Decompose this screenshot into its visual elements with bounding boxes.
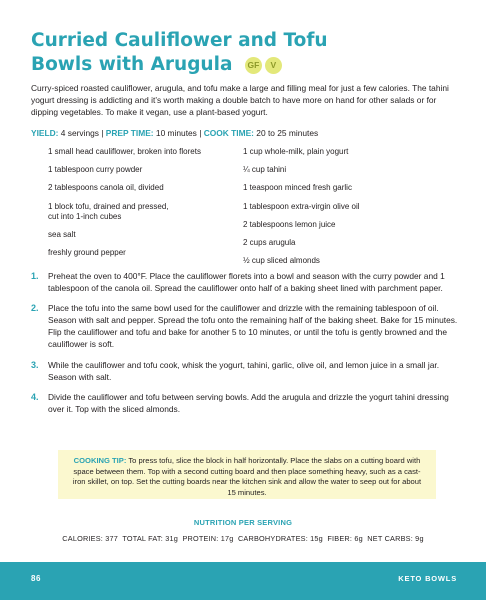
step-text: Divide the cauliflower and tofu between serving bowls. Add the arugula and drizzle the yogurt tahini dressing over it. Top with the sliced almonds. xyxy=(48,391,449,414)
step-text: While the cauliflower and tofu cook, whisk the yogurt, tahini, garlic, olive oil, and lemon juice in a small jar. Season with salt. xyxy=(48,359,440,382)
cook-time-label: COOK TIME: xyxy=(203,128,254,138)
nutrition-facts: CALORIES: 377 TOTAL FAT: 31g PROTEIN: 17g CARBOHYDRATES: 15g FIBER: 6g NET CARBS: 9g xyxy=(62,534,424,543)
ingredient-item: 1 teaspoon minced fresh garlic xyxy=(243,183,352,193)
ingredient-item: 1 tablespoon extra-virgin olive oil xyxy=(243,201,360,211)
instruction-step xyxy=(31,302,463,350)
instruction-step xyxy=(31,359,463,383)
step-text: Preheat the oven to 400°F. Place the cauliflower florets into a bowl and season with the curry powder and 1 tablespoon of the canola oil. Spread the cauliflower onto half of a baking sheet lined with parchment paper. xyxy=(48,271,445,293)
yield-label: YIELD: xyxy=(31,128,59,138)
recipe-meta xyxy=(31,128,463,139)
gluten-free-badge: GF xyxy=(245,57,262,74)
title-line-2: Bowls with Arugula xyxy=(31,54,233,75)
page-number: 86 xyxy=(31,574,41,583)
title-line-1: Curried Cauliflower and Tofu xyxy=(31,30,328,51)
step-number: 4. xyxy=(31,391,39,402)
instruction-step xyxy=(31,270,463,294)
page-footer xyxy=(0,562,486,600)
meta-separator: | xyxy=(199,128,202,138)
cooking-tip-label: COOKING TIP: xyxy=(73,456,127,465)
ingredient-item: 2 tablespoons canola oil, divided xyxy=(48,183,164,193)
instructions-list xyxy=(31,270,463,423)
book-title: KETO BOWLS xyxy=(398,574,457,583)
ingredients-right-column xyxy=(243,147,448,274)
meta-separator: | xyxy=(101,128,104,138)
vegetarian-badge: V xyxy=(265,57,282,74)
recipe-intro: Curry-spiced roasted cauliflower, arugula, and tofu make a large and filling meal for just a few calories. The tahini yogurt dressing is addicting and it’s worth making a double batch to have more on hand for other salads or for dipping vegetables. To make it vegan, use a plant-based yogurt. xyxy=(31,83,449,118)
step-text: Place the tofu into the same bowl used for the cauliflower and drizzle with the remaining tablespoon of oil. Season with salt and pepper. Spread the tofu onto the remaining half of the baking sheet. Bake for 15 minutes. Flip the cauliflower and tofu and bake for another 5 to 10 minutes, or until the tofu is gently browned and the cauliflower is soft. xyxy=(48,303,458,350)
nutrition-title: NUTRITION PER SERVING xyxy=(193,518,293,527)
recipe-title xyxy=(31,30,451,76)
cooking-tip-box xyxy=(58,450,436,499)
step-number: 1. xyxy=(31,271,39,281)
ingredient-item: cut into 1-inch cubes xyxy=(48,212,122,222)
prep-time-value: 10 minutes xyxy=(155,128,197,138)
step-number: 2. xyxy=(31,303,39,314)
diet-badges xyxy=(245,52,285,74)
cooking-tip-text: To press tofu, slice the block in half horizontally. Place the slabs on a cutting board with space between them. Top with a second cutting board and then place something heavy, such as a cast-iron skillet, on top. Set the cutting boards near the kitchen sink and allow the water to seep out for about 15 minutes. xyxy=(72,456,422,497)
ingredient-item: 2 cups arugula xyxy=(243,237,296,247)
ingredient-item: sea salt xyxy=(48,230,76,240)
instruction-step xyxy=(31,391,463,415)
ingredient-item: ½ cup sliced almonds xyxy=(243,256,320,266)
step-number: 3. xyxy=(31,359,39,370)
ingredients-left-column xyxy=(48,147,233,267)
yield-value: 4 servings xyxy=(60,128,99,138)
ingredient-item: 1 cup whole-milk, plain yogurt xyxy=(243,147,349,156)
ingredient-item: 1 small head cauliflower, broken into florets xyxy=(48,147,201,156)
ingredient-item: ¼ cup tahini xyxy=(243,165,287,175)
cook-time-value: 20 to 25 minutes xyxy=(256,128,319,138)
prep-time-label: PREP TIME: xyxy=(105,128,154,138)
ingredient-item: 2 tablespoons lemon juice xyxy=(243,219,336,229)
ingredient-item: 1 block tofu, drained and pressed, xyxy=(48,201,169,211)
ingredient-item: freshly ground pepper xyxy=(48,248,126,258)
ingredient-item: 1 tablespoon curry powder xyxy=(48,165,143,175)
